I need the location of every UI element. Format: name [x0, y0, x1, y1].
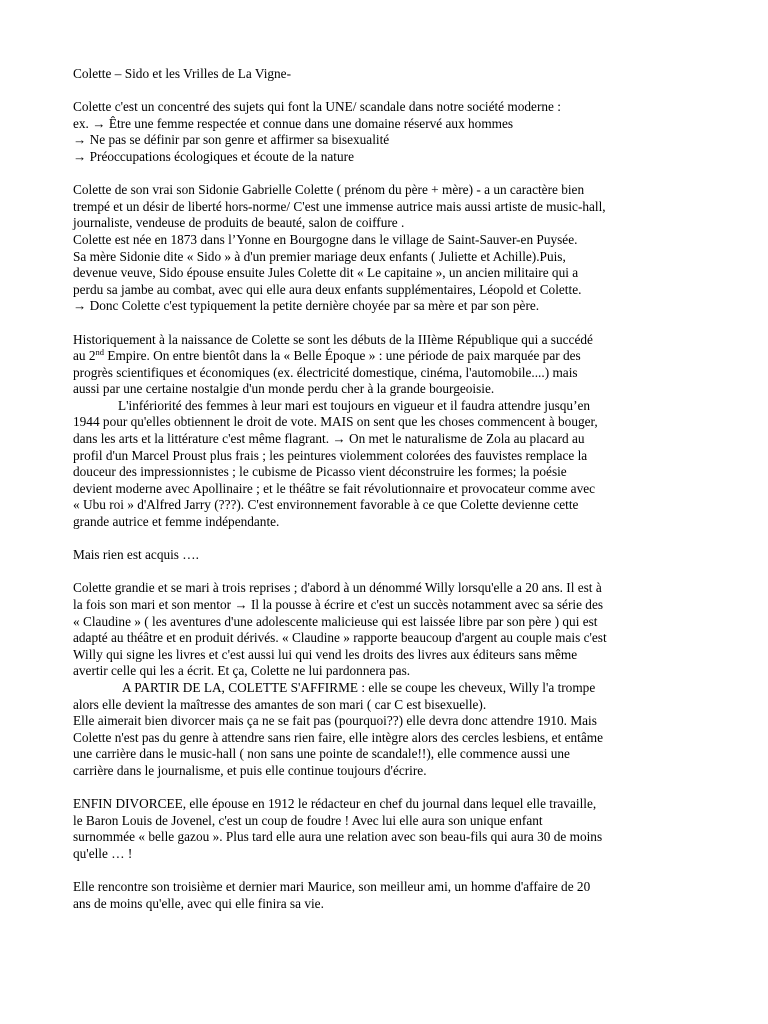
- text-line: alors elle devient la maîtresse des amantes de son mari ( car C est bisexuelle).: [73, 696, 487, 712]
- text-line: adapté au théâtre et en produit dérivés. « Claudine » rapporte beaucoup d'argent au couple mais c'est: [73, 630, 607, 646]
- text-line: dans les arts et la littérature c'est même flagrant. → On met le naturalisme de Zola au placard au: [73, 431, 585, 447]
- document-title: Colette – Sido et les Vrilles de La Vigne-: [73, 66, 292, 81]
- paragraph-gap: [73, 863, 693, 880]
- intro-item: → Préoccupations écologiques et écoute de la nature: [73, 148, 354, 164]
- text-line: avertir celle qui les a écrit. Et ça, Colette ne lui pardonnera pas.: [73, 663, 411, 679]
- text-line: douceur des impressionnistes ; le cubisme de Picasso vient déconstruire les formes; la poésie: [73, 464, 567, 480]
- text-line: « Ubu roi » d'Alfred Jarry (???). C'est environnement favorable à ce que Colette devienne cette: [73, 497, 579, 513]
- paragraph-gap: [73, 166, 693, 183]
- text-line: grande autrice et femme indépendante.: [73, 514, 280, 530]
- text-line: devient moderne avec Apollinaire ; et le théâtre se fait révolutionnaire et provocateur comme avec: [73, 480, 596, 496]
- text-line: Colette est née en 1873 dans l’Yonne en Bourgogne dans le village de Saint-Sauver-en Puysée.: [73, 231, 578, 247]
- text-line: ans de moins qu'elle, avec qui elle finira sa vie.: [73, 895, 324, 911]
- text-line: Willy qui signe les livres et c'est aussi lui qui vend les droits des livres aux éditeurs sans même: [73, 646, 578, 662]
- paragraph-gap: [73, 83, 693, 100]
- text-line: Sa mère Sidonie dite « Sido » à d'un premier mariage deux enfants ( Juliette et Achille).Puis,: [73, 248, 566, 264]
- text-line: progrès scientifiques et économiques (ex. électricité domestique, cinéma, l'automobile....) mais: [73, 364, 578, 380]
- indented-line: L'infériorité des femmes à leur mari est toujours en vigueur et il faudra attendre jusqu’en: [118, 397, 591, 413]
- text-line: Colette grandie et se mari à trois reprises ; d'abord à un dénommé Willy lorsqu'elle a 20 ans. Il est à: [73, 580, 602, 596]
- document-page: [73, 66, 693, 912]
- text-line: Historiquement à la naissance de Colette se sont les débuts de la IIIème République qui a succédé: [73, 331, 593, 347]
- paragraph-gap: [73, 531, 693, 548]
- text-line: → Donc Colette c'est typiquement la petite dernière choyée par sa mère et par son père.: [73, 298, 540, 314]
- text-line: une carrière dans le music-hall ( non sans une pointe de scandale!!), elle commence aussi une: [73, 746, 570, 762]
- text-line: trempé et un désir de liberté hors-norme/ C'est une immense autrice mais aussi artiste de music-hall,: [73, 198, 606, 214]
- history-paragraph: [73, 332, 693, 531]
- text-line: journaliste, vendeuse de produits de beauté, salon de coiffure .: [73, 215, 405, 231]
- paragraph-gap: [73, 315, 693, 332]
- text-line: la fois son mari et son mentor → Il la pousse à écrire et c'est un succès notamment avec sa série des: [73, 597, 604, 612]
- bio-paragraph: [73, 182, 693, 315]
- text-line: qu'elle … !: [73, 845, 133, 861]
- superscript: nd: [95, 347, 105, 358]
- marriage-paragraph: [73, 580, 693, 779]
- text-line: Elle rencontre son troisième et dernier mari Maurice, son meilleur ami, un homme d'affaire de 20: [73, 879, 591, 895]
- intro-item: ex. → Être une femme respectée et connue dans une domaine réservé aux hommes: [73, 115, 514, 131]
- intro-lead: Colette c'est un concentré des sujets qui font la UNE/ scandale dans notre société moderne :: [73, 99, 561, 115]
- text-line: surnommée « belle gazou ». Plus tard elle aura une relation avec son beau-fils qui aura 30 de moins: [73, 829, 603, 845]
- text-fragment: Empire. On entre bientôt dans la « Belle Époque » : une période de paix marquée par des: [104, 348, 581, 364]
- divorce-paragraph: [73, 796, 693, 862]
- text-line: 1944 pour qu'elles obtiennent le droit de vote. MAIS on sent que les choses commencent à bouger,: [73, 414, 598, 430]
- intro-item: → Ne pas se définir par son genre et affirmer sa bisexualité: [73, 132, 390, 148]
- text-line: ENFIN DIVORCEE, elle épouse en 1912 le rédacteur en chef du journal dans lequel elle travaille,: [73, 796, 597, 812]
- intro-paragraph: [73, 99, 693, 165]
- paragraph-gap: [73, 780, 693, 797]
- text-line: carrière dans le journalisme, et puis elle continue toujours d'écrire.: [73, 762, 427, 778]
- paragraph-gap: [73, 564, 693, 581]
- text-line: [73, 348, 693, 365]
- final-paragraph: [73, 879, 693, 912]
- text-line: devenue veuve, Sido épouse ensuite Jules Colette dit « Le capitaine », un ancien militaire qui a: [73, 265, 579, 281]
- text-line: aussi par une certaine nostalgie d'un monde perdu cher à la grande bourgeoisie.: [73, 381, 495, 397]
- text-line: « Claudine » ( les aventures d'une adolescente malicieuse qui est laissée libre par son père ) qui est: [73, 613, 598, 629]
- text-line: le Baron Louis de Jovenel, c'est un coup de foudre ! Avec lui elle aura son unique enfant: [73, 812, 543, 828]
- text-line: Colette n'est pas du genre à attendre sans rien faire, elle intègre alors des cercles lesbiens, et entâme: [73, 729, 603, 745]
- text-line: Colette de son vrai son Sidonie Gabrielle Colette ( prénom du père + mère) - a un caractère bien: [73, 182, 585, 198]
- transition-line: Mais rien est acquis ….: [73, 547, 199, 563]
- text-line: Elle aimerait bien divorcer mais ça ne se fait pas (pourquoi??) elle devra donc attendre 1910. Mais: [73, 713, 597, 729]
- text-line: perdu sa jambe au combat, avec qui elle aura deux enfants supplémentaires, Léopold et Colette.: [73, 281, 582, 297]
- indented-line: A PARTIR DE LA, COLETTE S'AFFIRME : elle se coupe les cheveux, Willy l'a trompe: [122, 679, 596, 695]
- text-fragment: au 2: [73, 348, 96, 364]
- text-line: profil d'un Marcel Proust plus frais ; les peintures violemment colorées des fauvistes remplace la: [73, 447, 588, 463]
